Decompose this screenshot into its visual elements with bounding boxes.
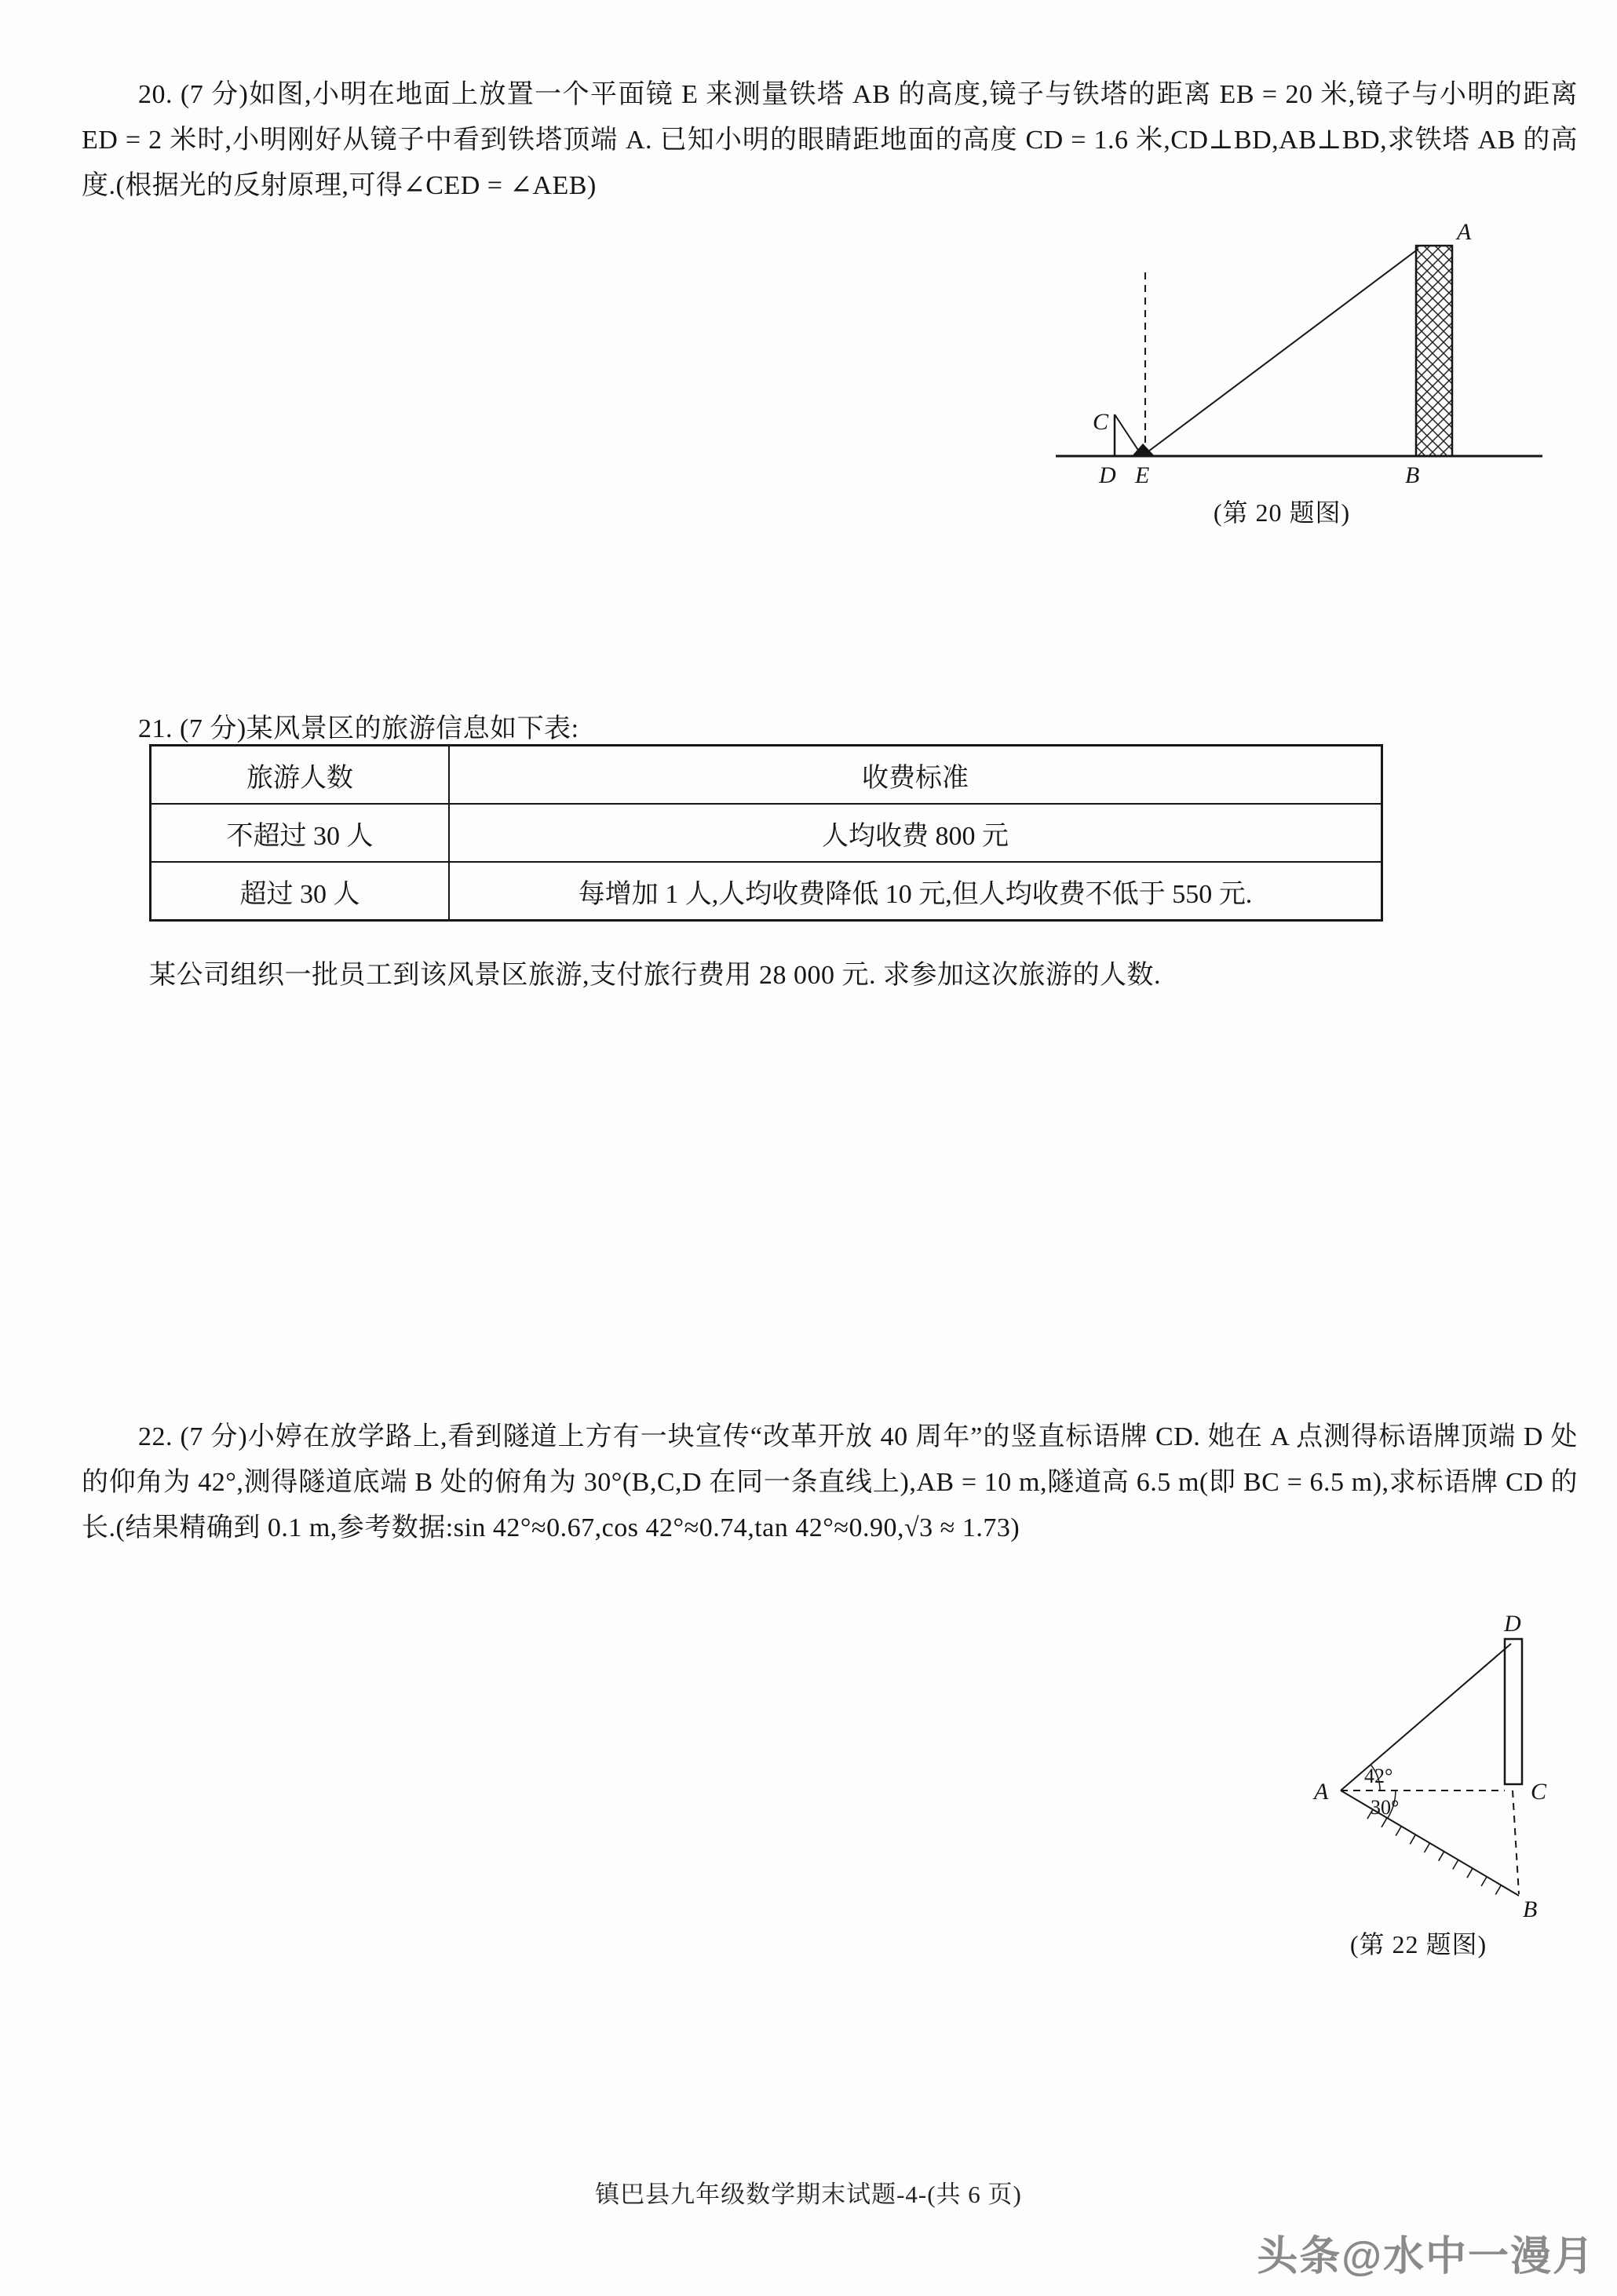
table-cell-fee-2: 每增加 1 人,人均收费降低 10 元,但人均收费不低于 550 元. xyxy=(449,862,1382,921)
problem-22-figure xyxy=(1272,1593,1601,1922)
table-cell-people-1: 不超过 30 人 xyxy=(151,804,450,862)
figure-20-caption: (第 20 题图) xyxy=(1213,498,1351,527)
table-header-row xyxy=(151,746,1382,805)
tower-shape xyxy=(1416,246,1452,456)
problem-21-intro: 21. (7 分)某风景区的旅游信息如下表: xyxy=(138,714,579,743)
watermark: 头条@水中一漫月 xyxy=(1257,2234,1595,2280)
problem-21-closing: 某公司组织一批员工到该风景区旅游,支付旅行费用 28 000 元. 求参加这次旅游的人数. xyxy=(149,961,1161,990)
page-footer: 镇巴县九年级数学期末试题-4-(共 6 页) xyxy=(595,2181,1022,2208)
table-cell-people-2: 超过 30 人 xyxy=(151,862,450,921)
figure22-label-b: B xyxy=(1523,1896,1538,1922)
figure22-angle-elevation: 42° xyxy=(1364,1765,1393,1787)
figure20-label-d: D xyxy=(1099,462,1116,488)
figure20-label-a: A xyxy=(1457,219,1472,245)
problem-22-text: 22. (7 分)小婷在放学路上,看到隧道上方有一块宣传“改革开放 40 周年”的竖直标语牌 CD. 她在 A 点测得标语牌顶端 D 处的仰角为 42°,测得隧道底端 B 处的俯角为 30°(B,C,D 在同一条直线上),AB = 10 m,隧道高 6.5 m(即 BC = 6.5 m),求标语牌 CD 的长.(结果精确到 0.1 m,参考数据:sin 42°≈0.67,cos 42°≈0.74,tan 42°≈0.90,√3 ≈ 1.73) xyxy=(82,1422,1578,1542)
dashed-cb xyxy=(1513,1790,1519,1894)
table-header-people: 旅游人数 xyxy=(151,746,450,805)
figure20-label-e: E xyxy=(1135,462,1150,488)
table-row xyxy=(151,804,1382,862)
table-row xyxy=(151,862,1382,921)
figure-22-caption: (第 22 题图) xyxy=(1349,1930,1487,1958)
problem-20-figure xyxy=(1020,216,1562,491)
table-cell-fee-1: 人均收费 800 元 xyxy=(449,804,1382,862)
sign-board xyxy=(1505,1639,1522,1784)
pricing-table xyxy=(149,744,1383,922)
sight-line-ea xyxy=(1142,249,1418,456)
problem-20-text: 20. (7 分)如图,小明在地面上放置一个平面镜 E 来测量铁塔 AB 的高度,镜子与铁塔的距离 EB = 20 米,镜子与小明的距离 ED = 2 米时,小明刚好从镜子中看到铁塔顶端 A. 已知小明的眼睛距地面的高度 CD = 1.6 米,CD⊥BD,AB⊥BD,求铁塔 AB 的高度.(根据光的反射原理,可得∠CED = ∠AEB) xyxy=(82,80,1578,200)
figure22-angle-depression: 30° xyxy=(1371,1796,1400,1819)
table-header-fee: 收费标准 xyxy=(449,746,1382,805)
figure20-label-c: C xyxy=(1093,409,1109,435)
figure22-label-c: C xyxy=(1531,1779,1547,1805)
figure22-label-a: A xyxy=(1314,1779,1329,1805)
slope-hatching xyxy=(1367,1809,1501,1895)
figure22-label-d: D xyxy=(1504,1611,1521,1637)
figure20-label-b: B xyxy=(1405,462,1420,488)
